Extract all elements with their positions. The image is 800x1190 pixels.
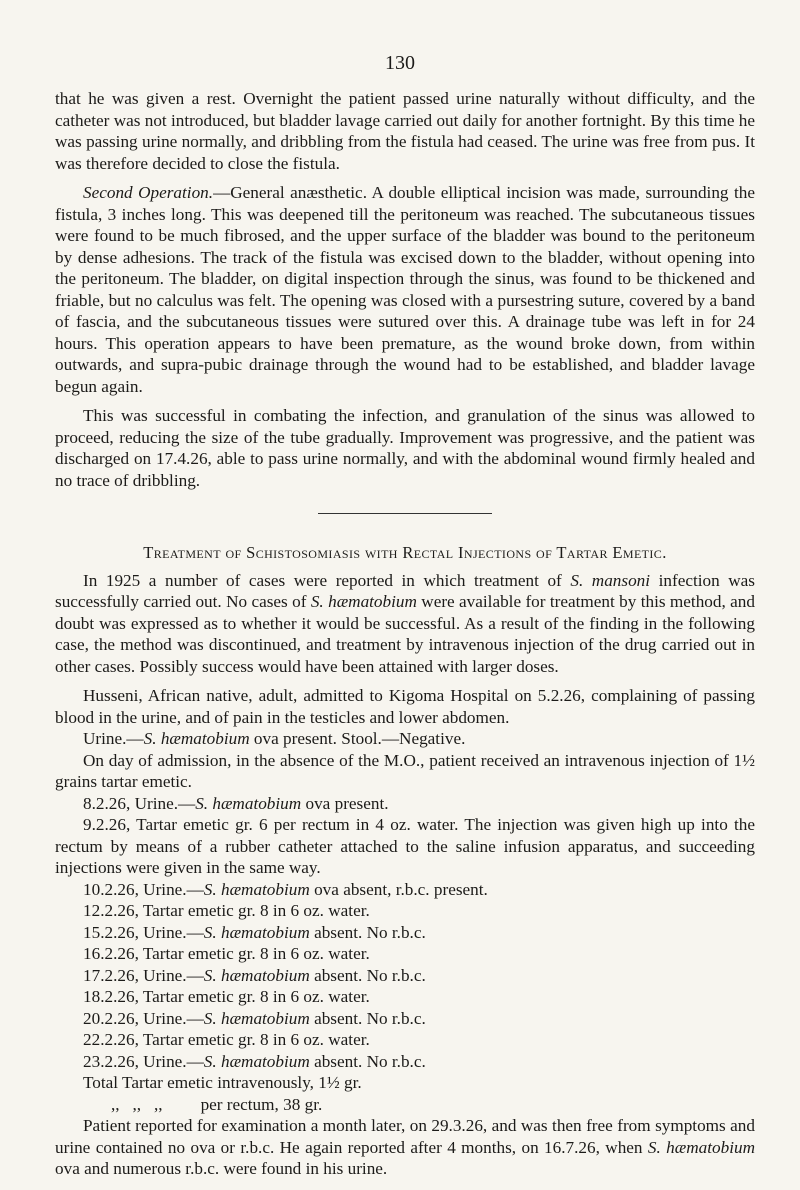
paragraph-continuation: that he was given a rest. Overnight the patient passed urine naturally without difficulty, and the catheter was not introduced, but bladder lavage carried out daily for another fortnight. By this time he was passing urine normally, and dribbling from the fistula had ceased. The urine was free from pus. It was therefore decided to close the fistula. [55,89,755,173]
paragraph-final: Patient reported for examination a month later, on 29.3.26, and was then free from symptoms and urine contained no ova or r.b.c. He again reported after 4 months, on 16.7.26, when S. hæmatobium ova and numerous r.b.c. were found in his urine. [55,1116,755,1178]
log-entry: 18.2.26, Tartar emetic gr. 8 in 6 oz. water. [83,987,370,1006]
log-entry: 22.2.26, Tartar emetic gr. 8 in 6 oz. water. [83,1030,370,1049]
log-entry: 12.2.26, Tartar emetic gr. 8 in 6 oz. water. [83,901,370,920]
log-entry: 20.2.26, Urine.—S. hæmatobium absent. No r.b.c. [83,1008,426,1028]
paragraph-success: This was successful in combating the infection, and granulation of the sinus was allowed to proceed, reducing the size of the tube gradually. Improvement was progressive, and the patient was discharged on 17.4.26, able to pass urine normally, and with the abdominal wound firmly healed and no trace of dribbling. [55,406,755,490]
log-entry: 15.2.26, Urine.—S. hæmatobium absent. No r.b.c. [83,922,426,942]
second-operation-label: Second Operation. [83,183,214,202]
total-intravenous: Total Tartar emetic intravenously, 1½ gr. [83,1073,362,1092]
log-entry: 9.2.26, Tartar emetic gr. 6 per rectum in 4 oz. water. The injection was given high up into the rectum by means of a rubber catheter attached to the saline infusion apparatus, and succeeding injections were given in the same way. [55,815,755,877]
section-heading: Treatment of Schistosomiasis with Rectal Injections of Tartar Emetic. [143,543,667,562]
page-number: 130 [385,52,415,74]
paragraph-case: Husseni, African native, adult, admitted to Kigoma Hospital on 5.2.26, complaining of passing blood in the urine, and of pain in the testicles and lower abdomen. [55,686,755,727]
log-entry: 23.2.26, Urine.—S. hæmatobium absent. No r.b.c. [83,1051,426,1071]
log-entry: 8.2.26, Urine.—S. hæmatobium ova present. [83,793,389,813]
total-rectal: ,, ,, ,, per rectum, 38 gr. [111,1094,323,1114]
paragraph-second-operation: Second Operation.—General anæsthetic. A double elliptical incision was made, surrounding the fistula, 3 inches long. This was deepened till the peritoneum was reached. The subcutaneous tissues were found to be much fibrosed, and the upper surface of the bladder was bound to the peritoneum by dense adhesions. The track of the fistula was excised down to the bladder, without opening into the peritoneum. The bladder, on digital inspection through the sinus, was found to be thickened and friable, but no calculus was felt. The opening was closed with a pursestring suture, covered by a band of fascia, and the subcutaneous tissues were sutured over this. A drainage tube was left in for 24 hours. This operation appears to have been premature, as the wound broke down, from within outwards, and supra-pubic drainage through the wound had to be established, and bladder lavage begun again. [55,183,755,396]
log-entry: 10.2.26, Urine.—S. hæmatobium ova absent, r.b.c. present. [83,879,488,899]
paragraph-intro: In 1925 a number of cases were reported in which treatment of S. mansoni infection was successfully carried out. No cases of S. hæmatobium were available for treatment by this method, and doubt was expressed as to whether it would be successful. As a result of the finding in the following case, the method was discontinued, and treatment by intravenous injection of the drug carried out in other cases. Possibly success would have been attained with larger doses. [55,570,755,676]
paragraph-admission: On day of admission, in the absence of the M.O., patient received an intravenous injection of 1½ grains tartar emetic. [55,750,755,791]
body-text [55,88,755,1180]
log-entry: 17.2.26, Urine.—S. hæmatobium absent. No r.b.c. [83,965,426,985]
urine-line: Urine.—S. hæmatobium ova present. Stool.—Negative. [83,729,466,748]
log-entry: 16.2.26, Tartar emetic gr. 8 in 6 oz. water. [83,944,370,963]
section-divider [318,513,492,514]
